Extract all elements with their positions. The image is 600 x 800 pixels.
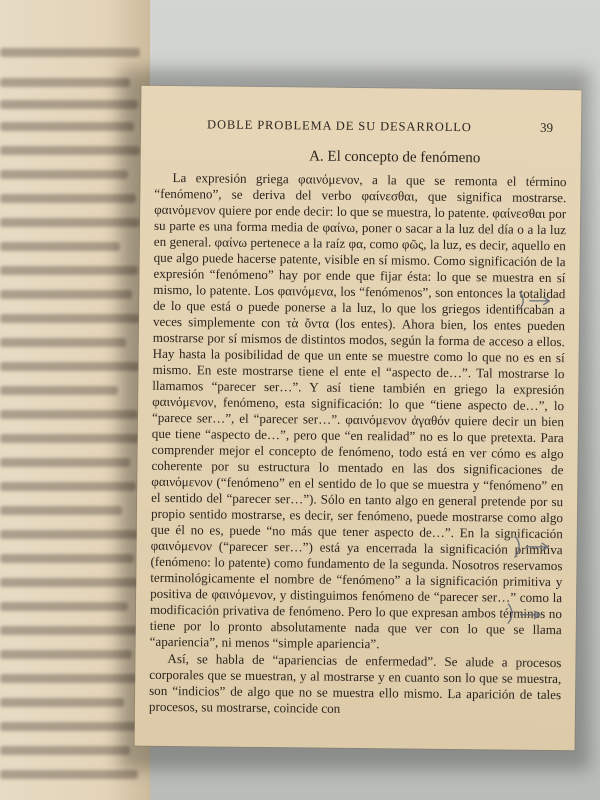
paragraph: Así, se habla de “apariencias de enfermedad”. Se alude a procesos corporales que se muestran, y al mostrarse y en cuanto son lo que se muestra, son “indicios” de algo que no se muestra ello mismo. La aparición de tales procesos, su mostrarse, coincide con [148,651,562,716]
page-header [207,116,557,136]
paragraph: La expresión griega φαινόμενον, a la que se remonta el término “fenómeno”, se deriva del verbo φαίνεσθαι, que significa mostrarse. φαινόμενον quiere por ende decir: lo que se muestra, lo patente. φαίνεσθαι por su parte es una forma media de φαίνω, poner o sacar a la luz del día o a la luz en general. φαίνω pertenece a la raíz φα, como φῶς, la luz, es decir, aquello en que algo puede hacerse patente, visible en sí mismo. Como significación de la expresión “fenómeno” hay por ende que fijar ésta: lo que se muestra en sí mismo, lo patente. Los φαινόμενα, los “fenómenos”, son entonces la totalidad de lo que está o puede ponerse a la luz, lo que los griegos identificaban a veces simplemente con τὰ ὄντα (los entes). Ahora bien, los entes pueden mostrarse por sí mismos de distintos modos, según la forma de acceso a ellos. Hay hasta la posibilidad de que un ente se muestre como lo que no es en sí mismo. En este mostrarse tiene el ente el “aspecto de…”. Tal mostrarse lo llamamos “parecer ser…”. Y así tiene también en griego la expresión φαινόμενον, fenómeno, esta significación: lo que “tiene aspecto de…”, lo “parece ser…”, el “parecer ser…”. φαινόμενον ἀγαθόν quiere decir un bien que tiene “aspecto de…”, pero que “en realidad” no es lo que pretexta. Para comprender mejor el concepto de fenómeno, todo está en ver cómo es algo coherente por su estructura lo mentado en las dos significaciones de φαινόμενον (“fenómeno” en el sentido de lo que se muestra y “fenómeno” en el sentido del “parecer ser…”). Sólo en tanto algo en general pretende por su propio sentido mostrarse, es decir, ser fenómeno, puede mostrarse como algo que él no es, puede “no más que tener aspecto de…”. En la significación φαινόμενον (“parecer ser…”) está ya encerrada la significación primitiva (fenómeno: lo patente) como fundamento de la segunda. Nosotros reservamos terminológicamente el nombre de “fenómeno” a la significación primitiva y positiva de φαινόμενον, y distinguimos fenómeno de “parecer ser…” como la modificación privativa de fenómeno. Pero lo que expresan ambos términos no tiene por lo pronto absolutamente nada que ver con lo que se llama “apariencia”, ni menos “simple apariencia”. [149,170,567,652]
page-number: 39 [539,119,554,136]
book-page [135,86,582,751]
body-text [149,170,567,719]
section-title: A. El concepto de fenómeno [309,148,481,167]
running-head: DOBLE PROBLEMA DE SU DESARROLLO [206,117,472,135]
